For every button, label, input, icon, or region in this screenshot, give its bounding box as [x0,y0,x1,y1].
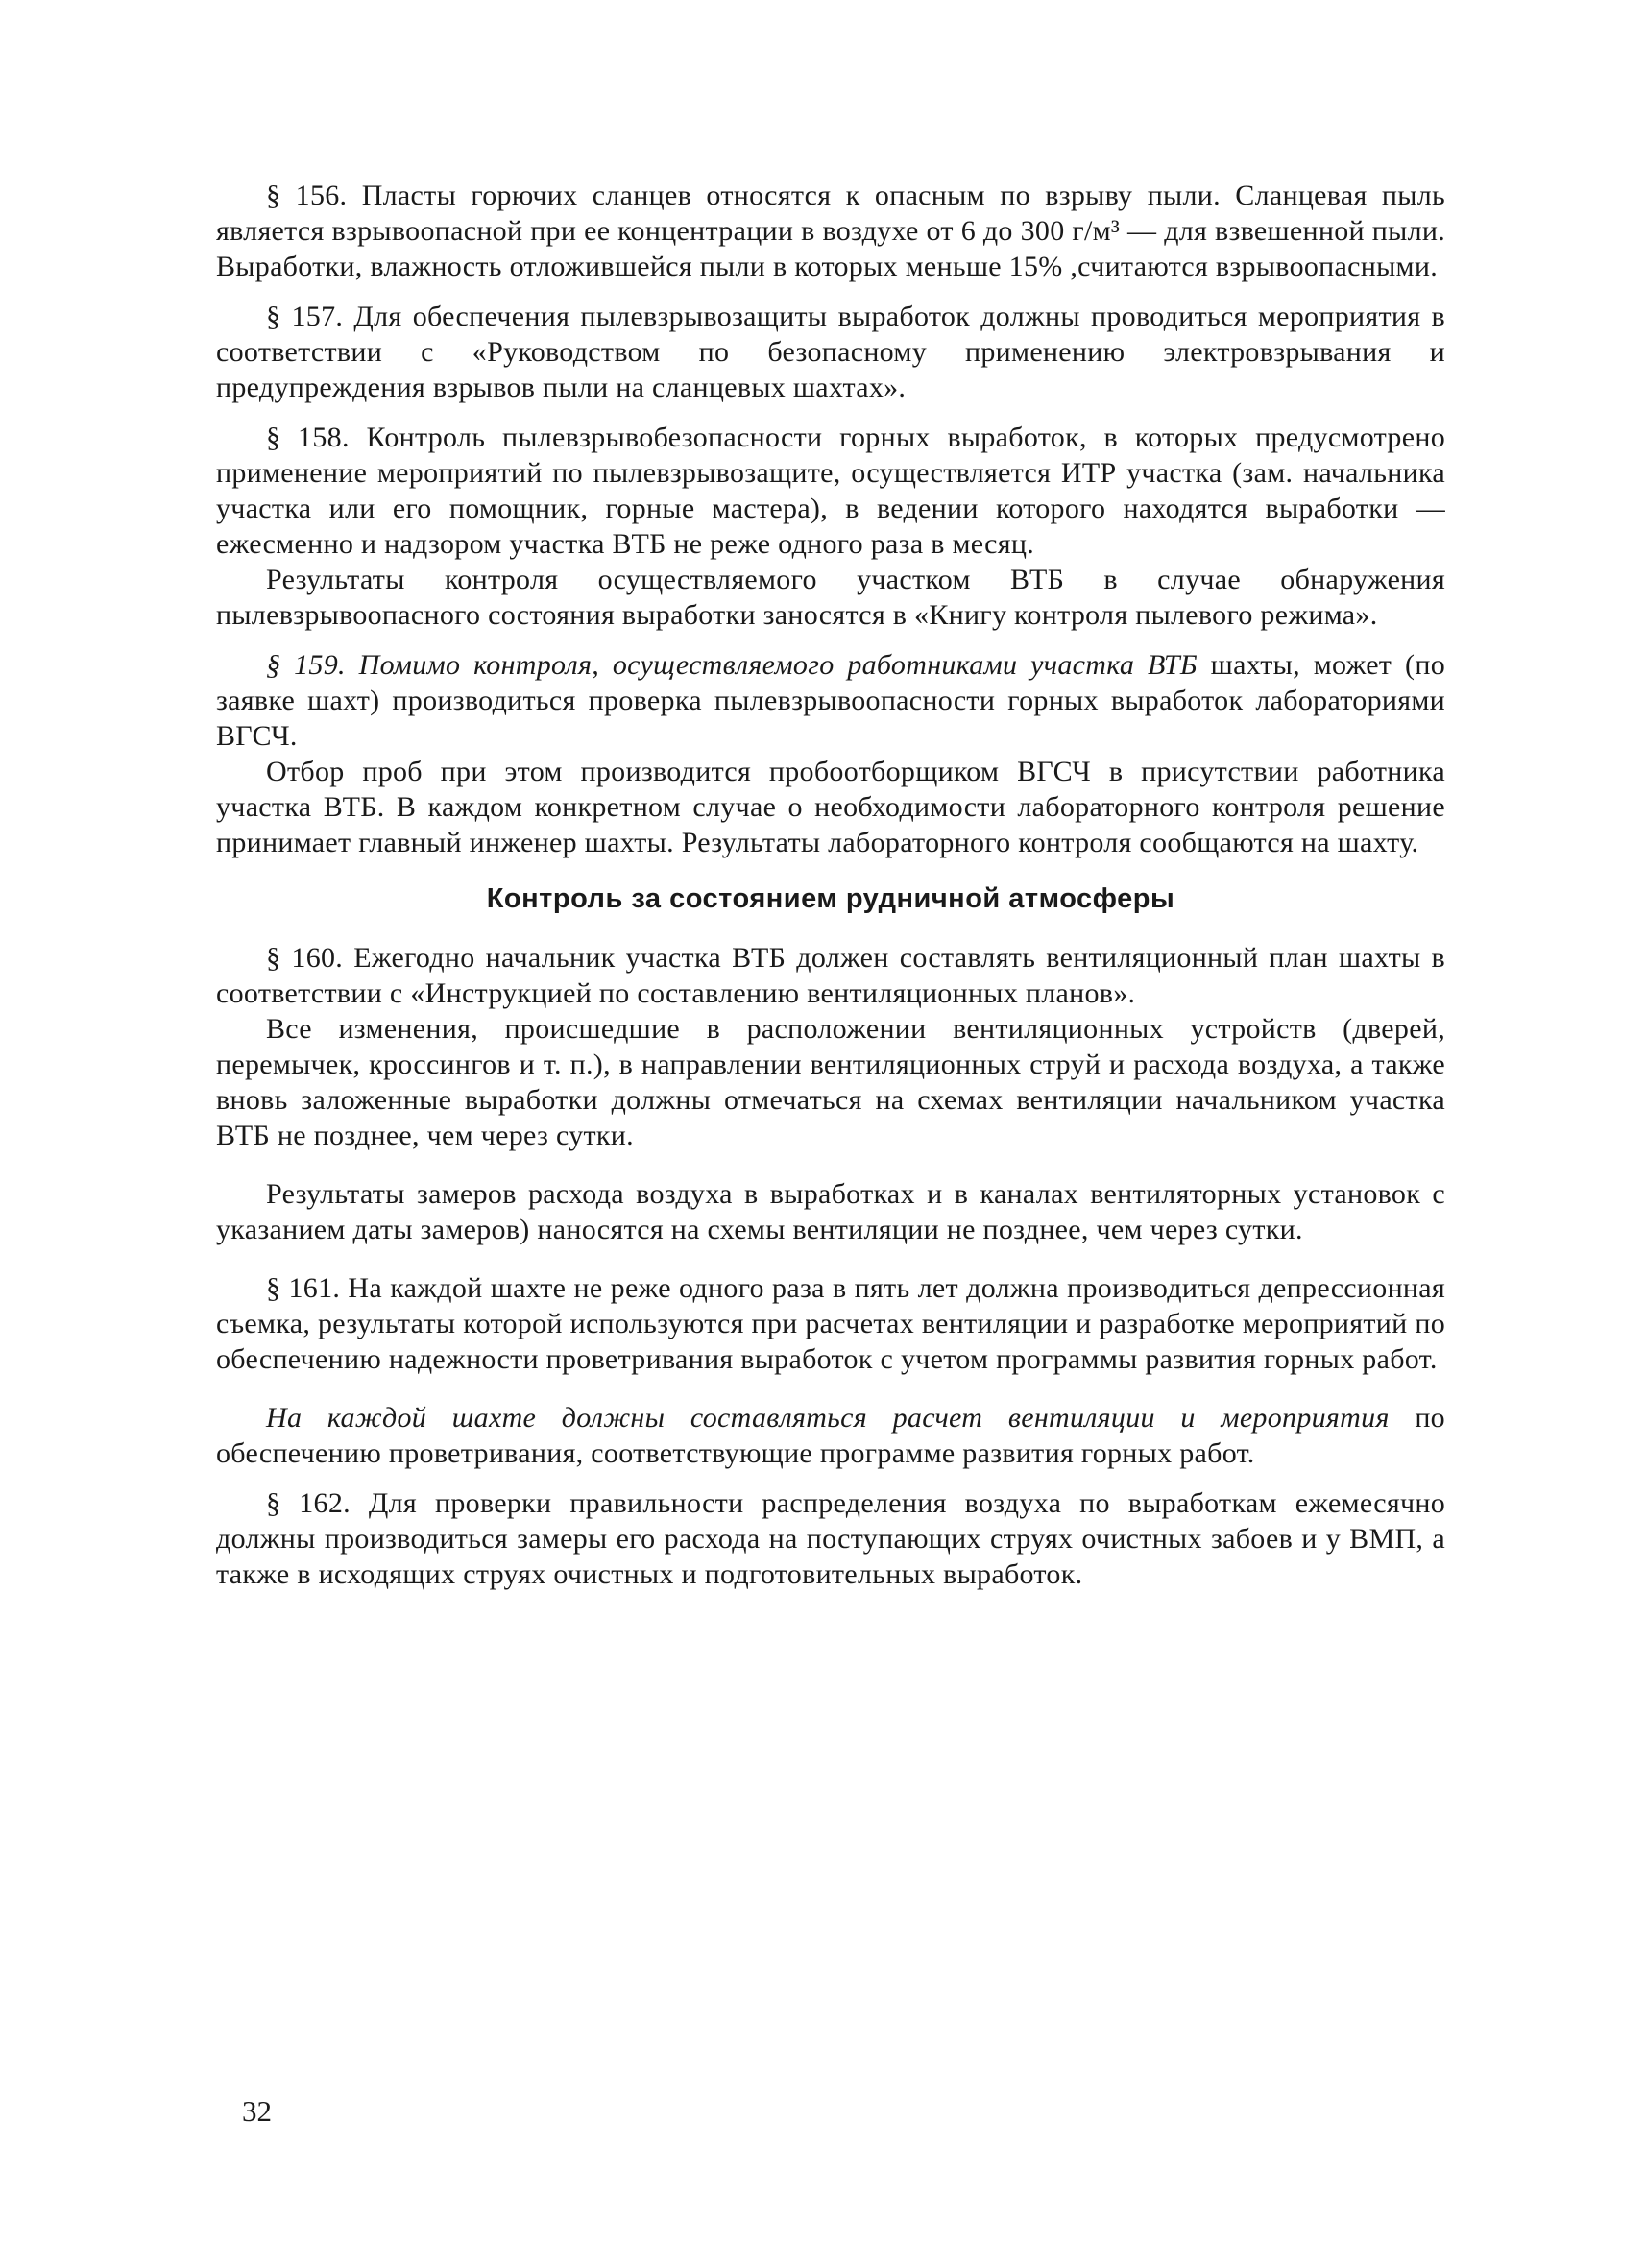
paragraph-161-calculation [216,1400,1445,1471]
paragraph-158-results: Результаты контроля осуществляемого участком ВТБ в случае обнаружения пылевзрывоопасного состояния выработки заносятся в «Книгу контроля пылевого режима». [216,564,1445,631]
paragraph-157: § 157. Для обеспечения пылевзрывозащиты выработок должны проводиться мероприятия в соответствии с «Руководством по безопасному применению электровзрывания и предупреждения взрывов пыли на сланцевых шахтах». [216,301,1445,403]
paragraph-161-italic-lead: На каждой шахте должны составляться расчет вентиляции и мероприятия [266,1402,1390,1434]
page-number: 32 [242,2094,272,2128]
paragraph-159-rest: шахты, может (по заявке шахт) производиться проверка пылевзрывоопасности горных выработок лабораториями ВГСЧ. [216,649,1445,752]
paragraph-160: § 160. Ежегодно начальник участка ВТБ должен составлять вентиляционный план шахты в соответствии с «Инструкцией по составлению вентиляционных планов». [216,942,1445,1009]
paragraph-160-measurements: Результаты замеров расхода воздуха в выработках и в каналах вентиляторных установок с указанием даты замеров) наносятся на схемы вентиляции не позднее, чем через сутки. [216,1178,1445,1245]
paragraph-159-sampling: Отбор проб при этом производится пробоотборщиком ВГСЧ в присутствии работника участка ВТБ. В каждом конкретном случае о необходимости лабораторного контроля решение принимает главный инженер шахты. Результаты лабораторного контроля сообщаются на шахту. [216,756,1445,858]
paragraph-161: § 161. На каждой шахте не реже одного раза в пять лет должна производиться депрессионная съемка, результаты которой используются при расчетах вентиляции и разработке мероприятий по обеспечению надежности проветривания выработок с учетом программы развития горных работ. [216,1272,1445,1375]
paragraph-156: § 156. Пласты горючих сланцев относятся к опасным по взрыву пыли. Сланцевая пыль является взрывоопасной при ее концентрации в воздухе от 6 до 300 г/м³ — для взвешенной пыли. Выработки, влажность отложившейся пыли в которых меньше 15% ,считаются взрывоопасными. [216,180,1445,282]
section-heading: Контроль за состоянием рудничной атмосферы [486,883,1175,914]
paragraph-159 [216,647,1445,754]
paragraph-161-rest: по обеспечению проветривания, соответствующие программе развития горных работ. [216,1402,1445,1469]
paragraph-159-italic-lead: § 159. Помимо контроля, осуществляемого работниками участка ВТБ [266,649,1198,681]
paragraph-162: § 162. Для проверки правильности распределения воздуха по выработкам ежемесячно должны производиться замеры его расхода на поступающих струях очистных забоев и у ВМП, а также в исходящих струях очистных и подготовительных выработок. [216,1487,1445,1590]
document-page [216,178,1445,1606]
paragraph-160-changes: Все изменения, происшедшие в расположении вентиляционных устройств (дверей, перемычек, кроссингов и т. п.), в направлении вентиляционных струй и расхода воздуха, а также вновь заложенные выработки должны отмечаться на схемах вентиляции начальником участка ВТБ не позднее, чем через сутки. [216,1013,1445,1151]
paragraph-158: § 158. Контроль пылевзрывобезопасности горных выработок, в которых предусмотрено применение мероприятий по пылевзрывозащите, осуществляется ИТР участка (зам. начальника участка или его помощник, горные мастера), в ведении которого находятся выработки — ежесменно и надзором участка ВТБ не реже одного раза в месяц. [216,422,1445,560]
